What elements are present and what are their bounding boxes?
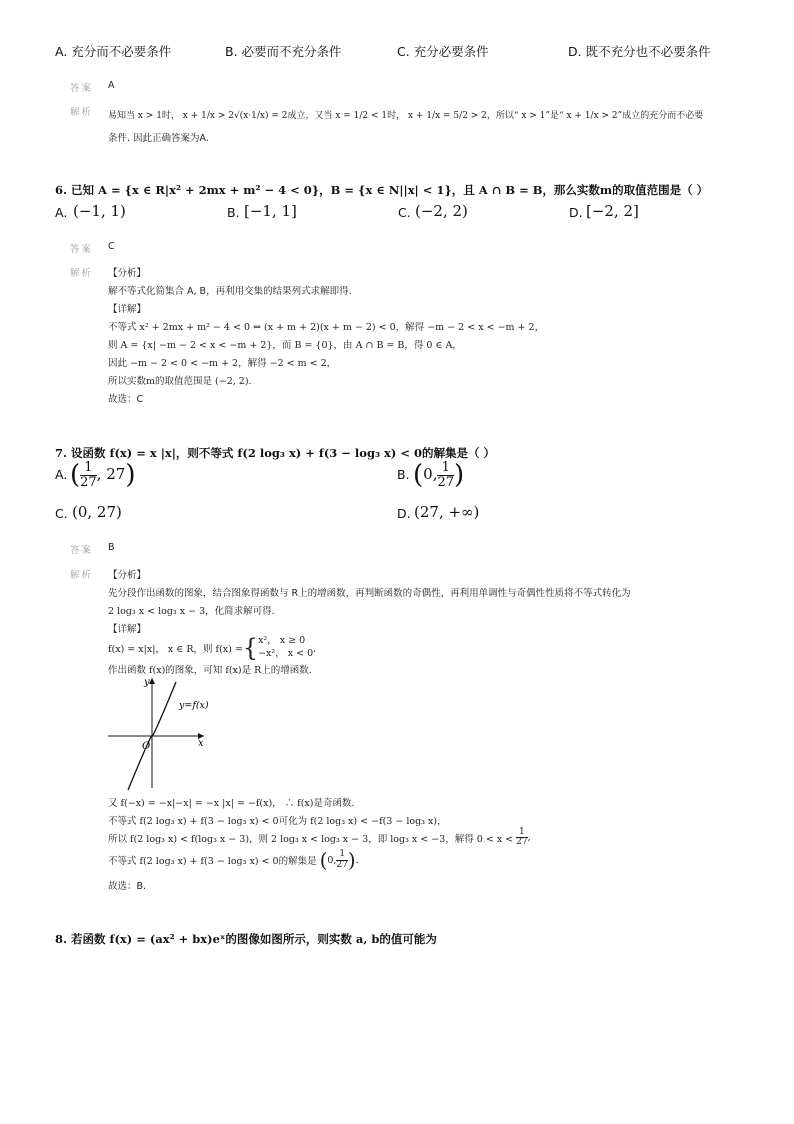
q6-line: 因此 −m − 2 < 0 < −m + 2，解得 −2 < m < 2， — [108, 358, 337, 369]
q5-answer-label: 答案 — [70, 83, 94, 94]
q7-detail-3: 又 f(−x) = −x|−x| = −x |x| = −f(x)， ∴ f(x)是奇函数. — [108, 798, 355, 809]
q7-option-c-label: C. — [55, 506, 68, 521]
q5-explain-line1: 易知当 x > 1时， x + 1/x > 2√(x·1/x) = 2成立，又当 x = 1/2 < 1时， x + 1/x = 5/2 > 2，所以“ x > 1”是“ x + 1/x > 2”成立的充分而不必要 — [108, 111, 704, 121]
q6-line: 则 A = {x| −m − 2 < x < −m + 2}，而 B = {0}，由 A ∩ B = B，得 0 ∈ A， — [108, 340, 462, 351]
curve-label: y=f(x) — [179, 700, 209, 711]
q5-option-a: A. 充分而不必要条件 — [55, 44, 172, 59]
q7-detail-5: 所以 f(2 log₃ x) < f(log₃ x − 3)，则 2 log₃ x < log₃ x − 3，即 log₃ x < −3，解得 0 < x < $\frac{1}{27}$ , — [108, 827, 531, 848]
q6-explain-label: 解析 — [70, 268, 94, 279]
q5-explain-label: 解析 — [70, 107, 94, 118]
q6-option-a-label: A. — [55, 205, 68, 220]
q7-analysis-title: 【分析】 — [108, 570, 147, 581]
q7-analysis-2: 2 log₃ x < log₃ x − 3，化简求解可得. — [108, 606, 275, 617]
q8-stem: 8. 若函数 f(x) = (ax² + bx)eˣ的图像如图所示，则实数 a, b的值可能为 — [55, 932, 437, 946]
q7-option-d: (27, +∞) — [414, 503, 480, 521]
q6-line: 解不等式化简集合 A, B，再利用交集的结果列式求解即得. — [108, 286, 352, 297]
q6-line: 【详解】 — [108, 304, 147, 315]
q7-explain-label: 解析 — [70, 570, 94, 581]
q7-detail-4: 不等式 f(2 log₃ x) + f(3 − log₃ x) < 0可化为 f(2 log₃ x) < −f(3 − log₃ x)， — [108, 816, 447, 827]
y-axis-label: y — [144, 677, 150, 688]
q6-option-a: (−1, 1) — [73, 202, 126, 220]
q7-answer: B — [108, 542, 115, 553]
function-graph — [100, 672, 220, 792]
q5-option-b: B. 必要而不充分条件 — [225, 44, 342, 59]
y-axis-arrow — [149, 678, 155, 684]
q6-option-d: [−2, 2] — [586, 202, 639, 220]
q6-option-c-label: C. — [398, 205, 411, 220]
q5-option-c: C. 充分必要条件 — [397, 44, 489, 59]
q7-detail-2: 作出函数 f(x)的图象，可知 f(x)是 R上的增函数. — [108, 665, 312, 676]
q7-option-a: ( $\frac{1}{27}$ , 27) — [70, 459, 136, 490]
q6-option-b: [−1, 1] — [244, 202, 297, 220]
q6-option-b-label: B. — [227, 205, 240, 220]
q7-option-b-label: B. — [397, 467, 410, 482]
q7-conclusion: 故选：B. — [108, 881, 147, 892]
q6-line: 故选：C — [108, 394, 144, 405]
q6-line: 所以实数m的取值范围是 (−2, 2). — [108, 376, 252, 387]
q5-answer: A — [108, 80, 115, 91]
q5-option-d: D. 既不充分也不必要条件 — [568, 44, 711, 59]
q7-analysis-1: 先分段作出函数的图象，结合图象得函数与 R上的增函数，再判断函数的奇偶性，再利用单调性与奇偶性性质将不等式转化为 — [108, 588, 631, 599]
q7-detail-6: 不等式 f(2 log₃ x) + f(3 − log₃ x) < 0的解集是 ( 0, $\frac{1}{27}$ ) . — [108, 848, 359, 872]
q6-line: 【分析】 — [108, 268, 147, 279]
x-axis-label: x — [198, 738, 204, 749]
q7-option-b: (0, $\frac{1}{27}$ ) — [413, 459, 465, 490]
q5-explain-line2: 条件. 因此正确答案为A. — [108, 133, 209, 144]
q6-stem: 6. 已知 A = {x ∈ R|x² + 2mx + m² − 4 < 0}，B = {x ∈ N||x| < 1}，且 A ∩ B = B，那么实数m的取值范围是（ ） — [55, 183, 709, 197]
q6-answer-label: 答案 — [70, 244, 94, 255]
q6-line: 不等式 x² + 2mx + m² − 4 < 0 ⇔ (x + m + 2)(x + m − 2) < 0，解得 −m − 2 < x < −m + 2， — [108, 322, 545, 333]
origin-label: O — [142, 741, 151, 752]
q7-detail-piecewise: f(x) = x|x|， x ∈ R，则 f(x) = { x²， x ≥ 0 −x²， x < 0 , — [108, 634, 317, 662]
q6-answer: C — [108, 241, 115, 252]
q6-option-d-label: D. — [569, 205, 583, 220]
q6-option-c: (−2, 2) — [415, 202, 468, 220]
q7-answer-label: 答案 — [70, 545, 94, 556]
q7-detail-title: 【详解】 — [108, 624, 147, 635]
q7-option-c: (0, 27) — [72, 503, 122, 521]
q7-stem: 7. 设函数 f(x) = x |x|，则不等式 f(2 log₃ x) + f(3 − log₃ x) < 0的解集是（ ） — [55, 446, 495, 460]
q7-option-d-label: D. — [397, 506, 411, 521]
q7-option-a-label: A. — [55, 467, 68, 482]
